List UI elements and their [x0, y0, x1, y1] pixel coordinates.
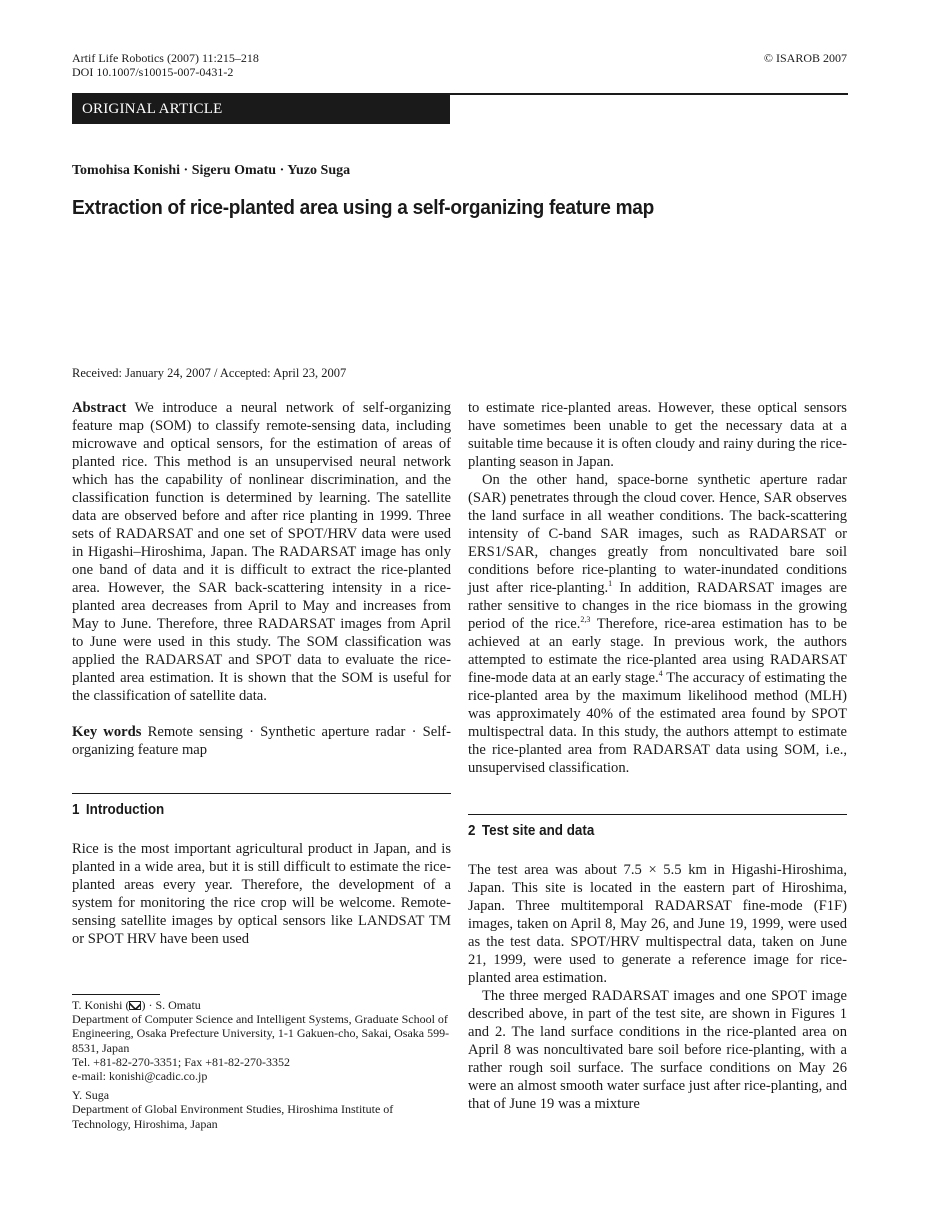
envelope-icon [129, 1001, 141, 1010]
keywords [72, 723, 451, 759]
section-title: Introduction [85, 802, 165, 818]
keywords-label: Key words [72, 724, 142, 740]
received-dates: Received: January 24, 2007 / Accepted: April 23, 2007 [72, 366, 347, 380]
intro-paragraph: Rice is the most important agricultural product in Japan, and is planted in a wide area, but it is still difficult to estimate the rice-planted areas every year. Therefore, the development of a system for monitoring the rice crop will be welcome. Remote-sensing satellite images by optical sensors like LANDSAT TM or SPOT HRV have been used [72, 841, 451, 947]
article-type-banner: ORIGINAL ARTICLE [72, 95, 450, 124]
footnote-phone: Tel. +81-82-270-3351; Fax +81-82-270-3352 [72, 1054, 290, 1069]
abstract-text: We introduce a neural network of self-organizing feature map (SOM) to classify remote-sensing data, including microwave and optical sensors, for the estimation of areas of planted rice. This method is an unsupervised neural network which has the capability of nonlinear discrimination, and the classification function is determined by learning. The satellite data are observed before and after rice planting in 1999. Three sets of RADARSAT and one set of SPOT/HRV data were used in Higashi–Hiroshima, Japan. The RADARSAT image has only one band of data and it is difficult to extract the rice-planted area. However, the SAR back-scattering intensity in a rice-planted area decreases from April to May and increases from May to June. Therefore, three RADARSAT images from April to June were used in this study. The SOM classification was applied the RADARSAT and SPOT data to evaluate the rice-planted area estimation. It is shown that the SOM is useful for the classification of satellite data. [72, 400, 451, 704]
author-footnote [72, 994, 451, 1131]
intro-paragraph-continued: to estimate rice-planted areas. However, these optical sensors have sometimes been unable to get the necessary data at a suitable time because it is often cloudy and rainy during the rice-planting season in Japan. [468, 400, 847, 470]
section-rule [468, 814, 847, 815]
right-column [468, 399, 847, 1113]
section-rule [72, 793, 451, 794]
doi-line: DOI 10.1007/s10015-007-0431-2 [72, 65, 234, 79]
journal-line: Artif Life Robotics (2007) 11:215–218 [72, 51, 259, 65]
section-heading-introduction [72, 801, 421, 819]
citation: 1 [608, 579, 613, 588]
author-list: Tomohisa Konishi · Sigeru Omatu · Yuzo Suga [72, 163, 351, 178]
section-title: Test site and data [481, 823, 595, 839]
footnote-email: e-mail: konishi@cadic.co.jp [72, 1069, 208, 1084]
footnote-authors-1: T. Konishi ( ) · S. Omatu [72, 998, 201, 1012]
abstract [72, 399, 451, 705]
section-heading-test-site [468, 822, 817, 840]
journal-citation [72, 51, 259, 79]
footnote-affiliation-2: Department of Global Environment Studies, Hiroshima Institute of Technology, Hiroshima, Japan [72, 1102, 394, 1131]
test-site-paragraph-1: The test area was about 7.5 × 5.5 km in Higashi-Hiroshima, Japan. This site is located in the eastern part of Hiroshima, Japan. Three multitemporal RADARSAT fine-mode (F1F) images, taken on April 8, May 26, and June 19, 1999, were used as the test data. SPOT/HRV multispectral data, taken on June 21, 1999, were used to generate a reference image for rice-planted area estimation. [468, 862, 847, 986]
citation: 4 [658, 669, 663, 678]
citation: 2,3 [580, 615, 591, 624]
paper-title: Extraction of rice-planted area using a self-organizing feature map [72, 196, 654, 219]
copyright: © ISAROB 2007 [763, 51, 847, 65]
footnote-authors-2: Y. Suga [72, 1088, 110, 1103]
section-number: 1 [72, 802, 80, 818]
abstract-label: Abstract [72, 400, 127, 416]
test-site-paragraph-2: The three merged RADARSAT images and one SPOT image described above, in part of the test site, are shown in Figures 1 and 2. The land surface conditions in the rice-planted area on April 8 was noncultivated bare soil before rice-planting, with a rather rough soil surface. The surface conditions on May 26 were an almost smooth water surface just after rice-planting, and that of June 19 was a mixture [468, 988, 847, 1112]
footnote-rule [72, 994, 160, 995]
left-column [72, 399, 451, 948]
footnote-affiliation-1: Department of Computer Science and Intelligent Systems, Graduate School of Engineering, Osaka Prefecture University, 1-1 Gakuen-cho, Sakai, Osaka 599-8531, Japan [72, 1012, 450, 1055]
section-number: 2 [468, 823, 476, 839]
keywords-text: Remote sensing · Synthetic aperture radar · Self-organizing feature map [72, 724, 452, 758]
intro-paragraph-2: On the other hand, space-borne synthetic aperture radar (SAR) penetrates through the cloud cover. Hence, SAR observes the land surface in all weather conditions. The back-scattering intensity of C-band SAR images, such as RADARSAT or ERS1/SAR, changes greatly from noncultivated bare soil conditions before rice-planting to water-inundated conditions just after rice-planting.$^1$ In addition, RADARSAT images are rather sensitive to changes in the rice biomass in the growing period of the rice.$^{2,3}$ Therefore, rice-area estimation has to be achieved at an early stage. In previous work, the authors attempted to estimate the rice-planted area using RADARSAT fine-mode data at an early stage.$^4$ The accuracy of estimating the rice-planted area by the maximum likelihood method (MLH) was approximately 40% of the estimated area found by SPOT multispectral data. In this study, the authors attempt to estimate the rice-planted area from RADARSAT data using SOM, i.e., unsupervised classification. [468, 472, 847, 776]
